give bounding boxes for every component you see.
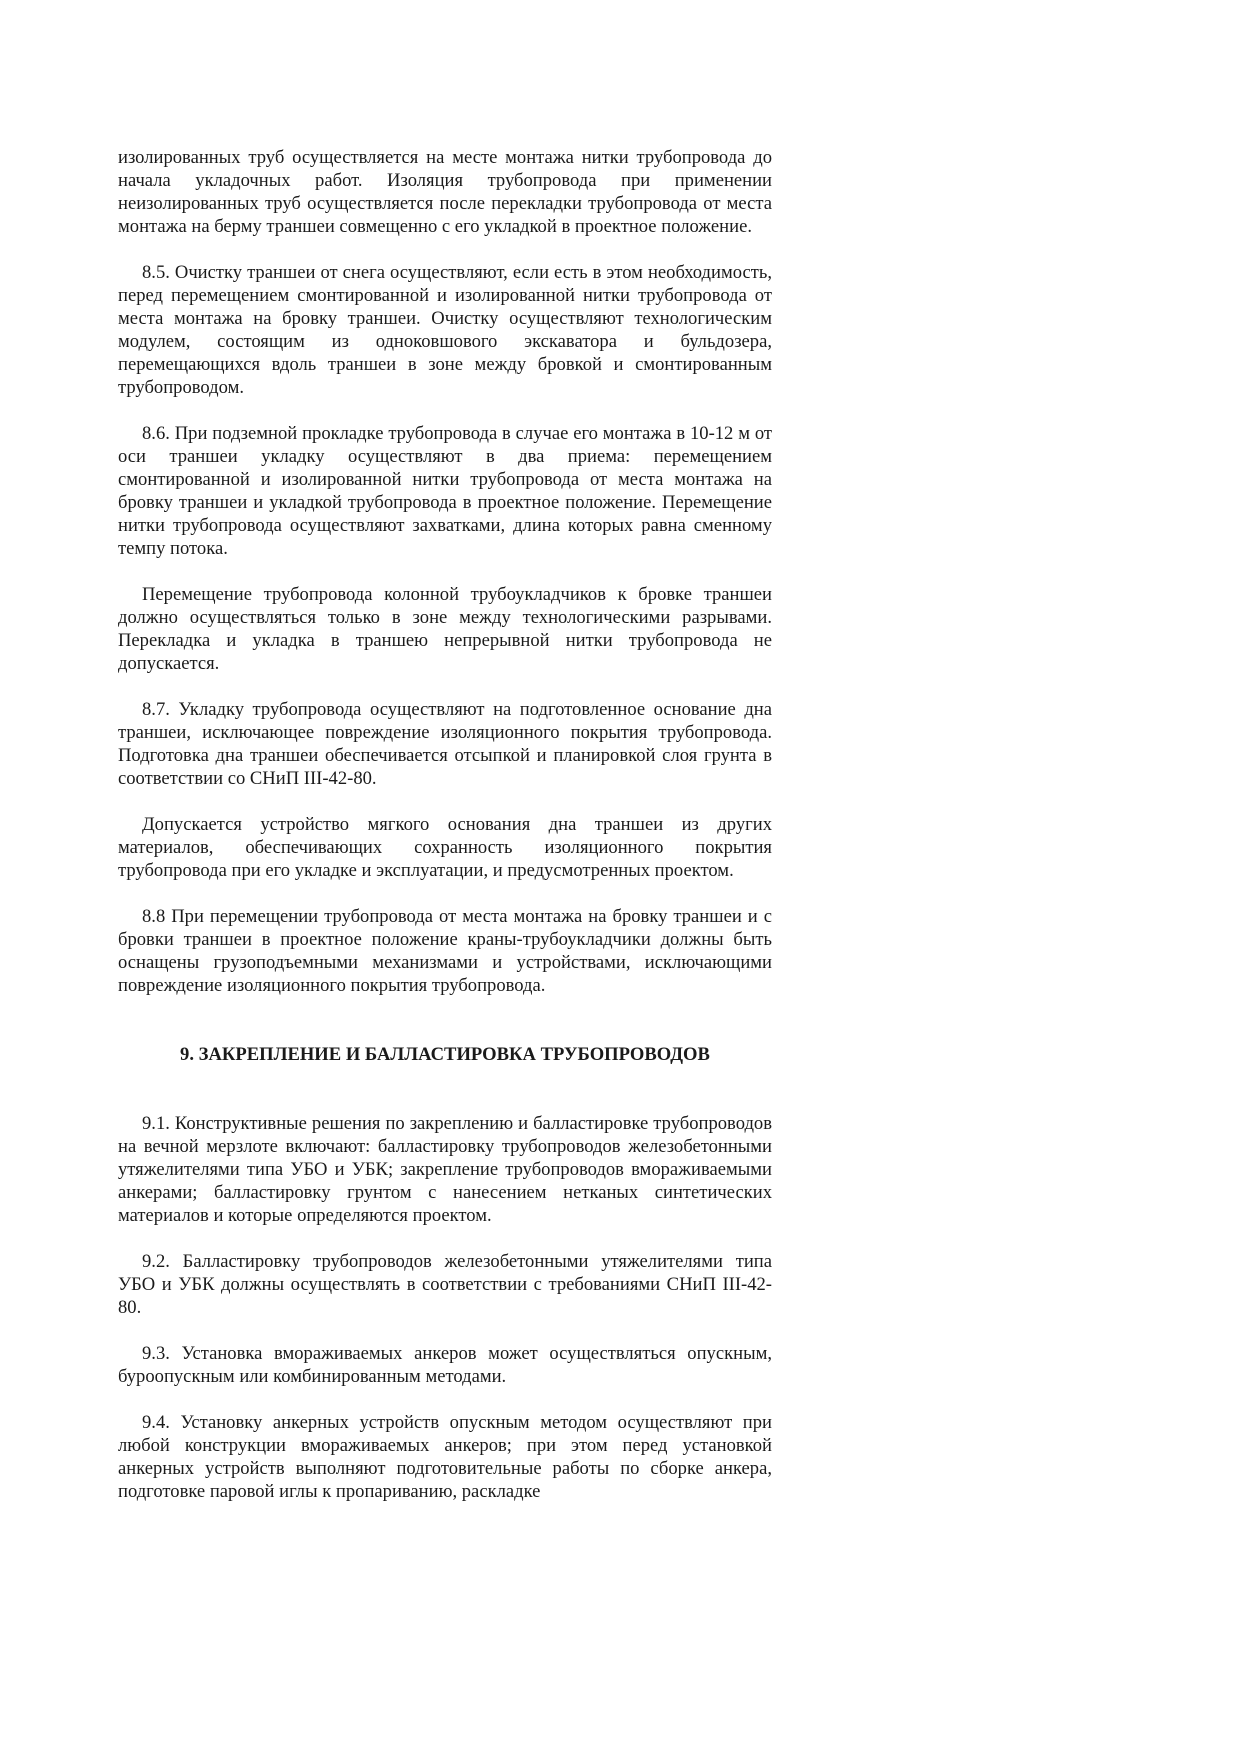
paragraph-8-5: 8.5. Очистку траншеи от снега осуществляют, если есть в этом необходимость, перед перемещением смонтированной и изолированной нитки трубопровода от места монтажа на бровку траншеи. Очистку осуществляют технологическим модулем, состоящим из одноковшового экскаватора и бульдозера, перемещающихся вдоль траншеи в зоне между бровкой и смонтированным трубопроводом. (118, 262, 772, 398)
paragraph-8-7-continued: Допускается устройство мягкого основания дна траншеи из других материалов, обеспечивающих сохранность изоляционного покрытия трубопровода при его укладке и эксплуатации, и предусмотренных проектом. (118, 814, 772, 881)
paragraph-8-8: 8.8 При перемещении трубопровода от места монтажа на бровку траншеи и с бровки траншеи в проектное положение краны-трубоукладчики должны быть оснащены грузоподъемными механизмами и устройствами, исключающими повреждение изоляционного покрытия трубопровода. (118, 906, 772, 996)
paragraph-8-7: 8.7. Укладку трубопровода осуществляют на подготовленное основание дна траншеи, исключающее повреждение изоляционного покрытия трубопровода. Подготовка дна траншеи обеспечивается отсыпкой и планировкой слоя грунта в соответствии со СНиП III-42-80. (118, 699, 772, 789)
paragraph-9-3: 9.3. Установка вмораживаемых анкеров может осуществляться опускным, буроопускным или комбинированным методами. (118, 1343, 772, 1387)
paragraph-8-6: 8.6. При подземной прокладке трубопровода в случае его монтажа в 10-12 м от оси траншеи укладку осуществляют в два приема: перемещением смонтированной и изолированной нитки трубопровода от места монтажа на бровку траншеи и укладкой трубопровода в проектное положение. Перемещение нитки трубопровода осуществляют захватками, длина которых равна сменному темпу потока. (118, 423, 772, 559)
paragraph-9-4: 9.4. Установку анкерных устройств опускным методом осуществляют при любой конструкции вмораживаемых анкеров; при этом перед установкой анкерных устройств выполняют подготовительные работы по сборке анкера, подготовке паровой иглы к пропариванию, раскладке (118, 1412, 772, 1502)
paragraph-continuation: изолированных труб осуществляется на месте монтажа нитки трубопровода до начала укладочных работ. Изоляция трубопровода при применении неизолированных труб осуществляется после перекладки трубопровода от места монтажа на берму траншеи совмещенно с его укладкой в проектное положение. (118, 147, 772, 237)
paragraph-8-6-continued: Перемещение трубопровода колонной трубоукладчиков к бровке траншеи должно осуществляться только в зоне между технологическими разрывами. Перекладка и укладка в траншею непрерывной нитки трубопровода не допускается. (118, 584, 772, 674)
document-page (118, 146, 772, 1526)
paragraph-9-2: 9.2. Балластировку трубопроводов железобетонными утяжелителями типа УБО и УБК должны осуществлять в соответствии с требованиями СНиП III-42-80. (118, 1251, 772, 1318)
paragraph-9-1: 9.1. Конструктивные решения по закреплению и балластировке трубопроводов на вечной мерзлоте включают: балластировку трубопроводов железобетонными утяжелителями типа УБО и УБК; закрепление трубопроводов вмораживаемыми анкерами; балластировку грунтом с нанесением нетканых синтетических материалов и которые определяются проектом. (118, 1113, 772, 1226)
section-heading: 9. ЗАКРЕПЛЕНИЕ И БАЛЛАСТИРОВКА ТРУБОПРОВОДОВ (180, 1044, 710, 1065)
